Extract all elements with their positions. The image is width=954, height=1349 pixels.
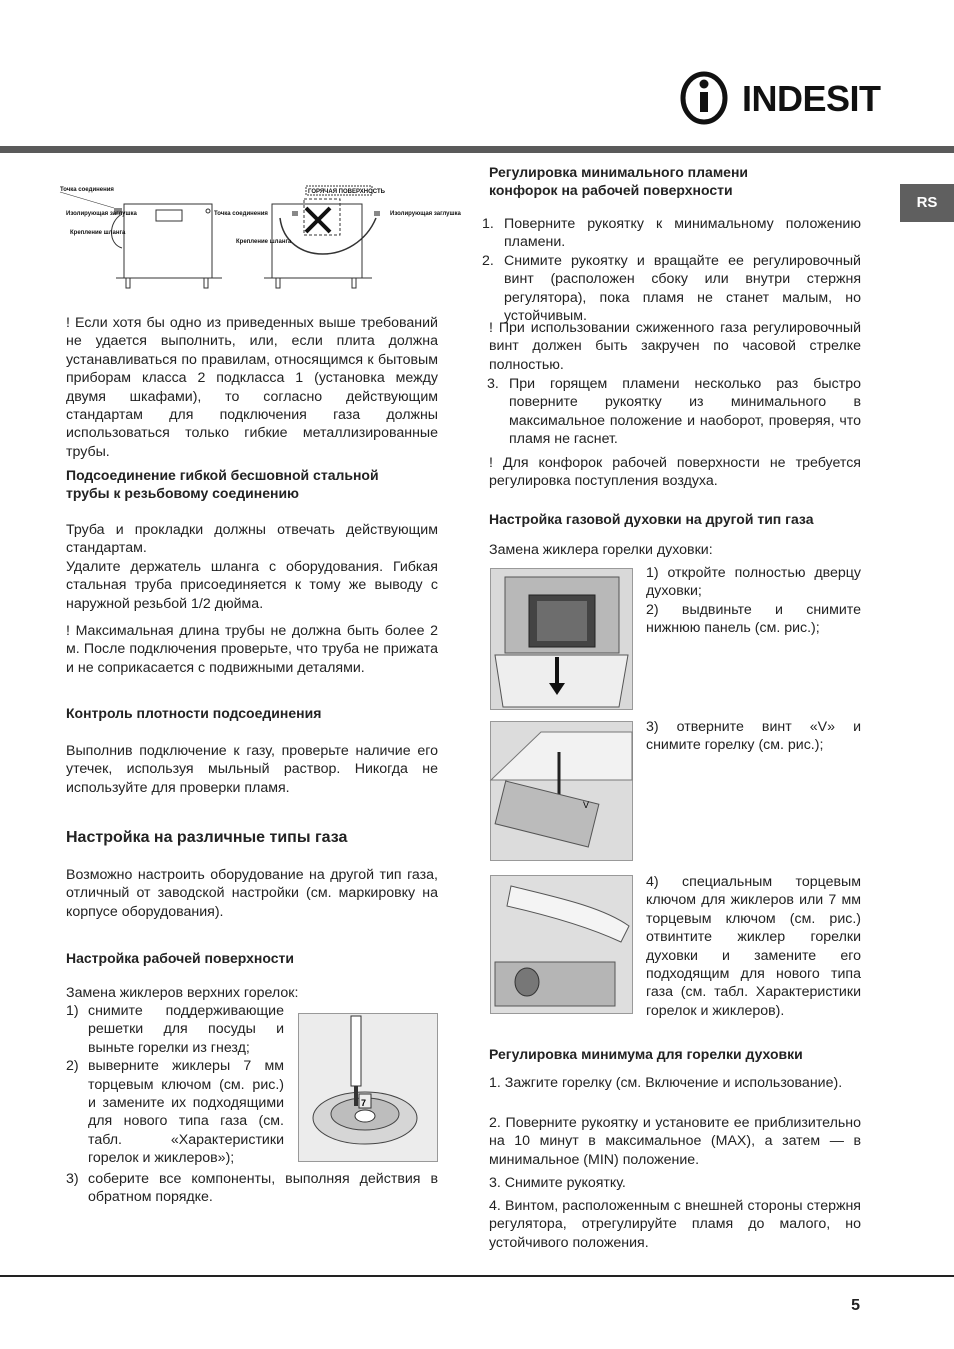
burner-screw-figure [490,721,633,861]
label-hose-fixing: Крепление шланга [70,230,126,236]
svg-text:7: 7 [361,1098,367,1108]
language-tab: RS [900,184,954,222]
warning-pipe-length: ! Максимальная длина трубы не должна быть более 2 м. После подключения проверьте, что труба не прижата и не соприкасается с подвижными деталями. [66,623,438,676]
label-hose-fixing-2: Крепление шланга [236,239,292,245]
warning-lpg: ! При использовании сжиженного газа регулировочный винт должен быть закручен по часовой стрелке полностью. [489,320,861,373]
section-title-tightness: Контроль плотности подсоединения [66,705,322,721]
brand-name: INDESIT [742,78,881,119]
oven-step-3: 3) отверните винт «V» и снимите горелку (см. рис.); [646,719,861,754]
oven-min-step-4: 4. Винтом, расположенным с внешней стороны стержня регулятора, отрегулируйте пламя до малого, но устойчивого положения. [489,1198,861,1251]
footer-line [0,1275,954,1277]
burner-jet-figure [298,1013,438,1162]
section-title-flex-pipe: Подсоединение гибкой бесшовной стальной трубы к резьбовому соединению [66,467,379,502]
label-insulating-plug-2: Изолирующая заглушка [390,211,461,217]
list-item: 2) выверните жиклеры 7 мм торцевым ключом (см. рис.) и замените их подходящими для нового типа газа (см. табл. «Характеристики горелок и жиклеров»); [66,1058,284,1167]
section-title-oven-gas: Настройка газовой духовки на другой тип газа [489,511,814,527]
label-insulating-plug: Изолирующая заглушка [66,211,137,217]
gas-connection-diagram [60,182,461,297]
brand-logo [676,70,881,126]
oven-min-step-2: 2. Поверните рукоятку и установите ее приблизительно на 10 минут в максимальное (MAX), а затем — в минимальное (MIN) положение. [489,1115,861,1168]
section-title-hob-setup: Настройка рабочей поверхности [66,950,294,966]
list-item: 1) снимите поддерживающие решетки для посуды и выньте горелки из гнезд; [66,1003,284,1056]
list-item: 3. При горящем пламени несколько раз быстро поверните рукоятку из минимального в максимальное положение и наоборот, проверяя, что пламя не гаснет. [487,376,861,448]
list-item: 3) соберите все компоненты, выполняя действия в обратном порядке. [66,1171,438,1206]
list-item: 2. Снимите рукоятку и вращайте ее регулировочный винт (расположен сбоку или внутри стержня регулятора), пока пламя не станет малым, но устойчивым. [482,252,861,325]
warning-air-regulation: ! Для конфорок рабочей поверхности не требуется регулировка поступления воздуха. [489,455,861,490]
section-title-gas-types: Настройка на различные типы газа [66,829,348,846]
indesit-logo-icon [676,70,738,126]
oven-min-step-1: 1. Зажгите горелку (см. Включение и использование). [489,1075,843,1091]
paragraph-hose-holder: Удалите держатель шланга с оборудования. Гибкая стальная труба присоединяется к тому же выводу с наружной резьбой 1/2 дюйма. [66,559,438,612]
oven-jet-intro: Замена жиклера горелки духовки: [489,542,713,558]
oven-step-4: 4) специальным торцевым ключом для жиклеров или 7 мм торцевым ключом (см. рис.) отвинтите жиклер горелки духовки и замените его подходящим для нового типа газа (см. табл. Характеристики горелок и жиклеров). [646,874,861,1019]
section-title-oven-min: Регулировка минимума для горелки духовки [489,1046,803,1062]
fig-label-v: V [583,800,590,810]
paragraph-pipe-standards: Труба и прокладки должны отвечать действующим стандартам. [66,522,438,557]
min-flame-steps [482,215,861,325]
page-number: 5 [851,1297,860,1314]
paragraph-gas-types: Возможно настроить оборудование на другой тип газа, отличный от заводской настройки (см. маркировку на корпусе оборудования). [66,867,438,920]
warning-gas-pipes: ! Если хотя бы одно из приведенных выше требований не удается выполнить, или, если плита должна устанавливаться по правилам, относящимся к бытовым приборам класса 2 подкласса 1 (установка между двумя шкафами), то согласно действующим стандартам для подключения газа должны использоваться только гибкие металлизированные трубы. [66,315,438,460]
oven-step-1: 1) откройте полностью дверцу духовки; [646,565,861,600]
jet-wrench-figure [490,875,633,1014]
oven-step-2: 2) выдвиньте и снимите нижнюю панель (см. рис.); [646,602,861,637]
label-connection-point-2: Точка соединения [214,211,268,217]
oven-min-step-3: 3. Снимите рукоятку. [489,1175,626,1191]
section-title-min-flame: Регулировка минимального пламени конфорок на рабочей поверхности [489,164,749,199]
hob-steps-list [66,1002,284,1168]
list-item: 1. Поверните рукоятку к минимальному положению пламени. [482,216,861,251]
header-bar [0,146,954,153]
label-hot-surface: ГОРЯЧАЯ ПОВЕРХНОСТЬ [308,189,385,195]
paragraph-leak-check: Выполнив подключение к газу, проверьте наличие его утечек, используя мыльный раствор. Никогда не используйте для проверки пламя. [66,743,438,796]
label-connection-point: Точка соединения [60,187,114,193]
oven-door-figure [490,568,633,710]
hob-jets-intro: Замена жиклеров верхних горелок: [66,985,299,1001]
